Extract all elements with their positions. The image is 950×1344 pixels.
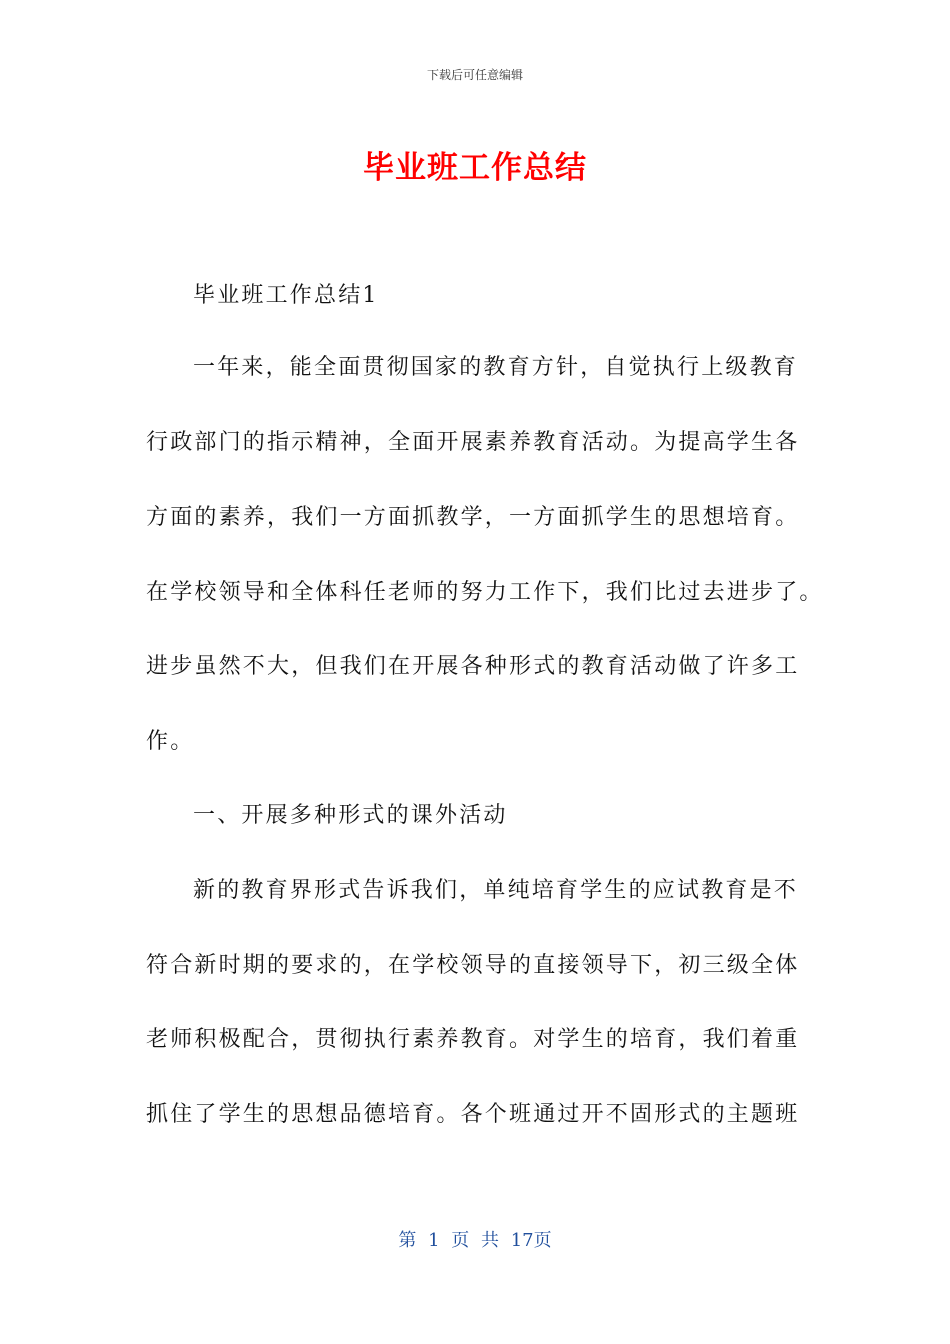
paragraph-line: 一年来，能全面贯彻国家的教育方针，自觉执行上级教育: [193, 355, 799, 380]
paragraph-line: 符合新时期的要求的，在学校领导的直接领导下，初三级全体: [146, 953, 800, 978]
header-note: 下载后可任意编辑: [426, 68, 523, 82]
document-title: 毕业班工作总结: [363, 150, 587, 186]
paragraph-line: 新的教育界形式告诉我们，单纯培育学生的应试教育是不: [193, 878, 799, 903]
paragraph-line: 抓住了学生的思想品德培育。各个班通过开不固形式的主题班: [146, 1102, 800, 1127]
paragraph-line: 老师积极配合，贯彻执行素养教育。对学生的培育，我们着重: [146, 1027, 800, 1052]
section-heading: 毕业班工作总结1: [193, 283, 379, 308]
paragraph-line: 方面的素养，我们一方面抓教学，一方面抓学生的思想培育。: [146, 505, 800, 530]
page-number: 第 1 页 共 17页: [398, 1230, 552, 1251]
section-heading: 一、开展多种形式的课外活动: [193, 803, 508, 828]
paragraph-line: 进步虽然不大，但我们在开展各种形式的教育活动做了许多工: [146, 654, 800, 679]
paragraph-line: 行政部门的指示精神，全面开展素养教育活动。为提高学生各: [146, 430, 800, 455]
paragraph-line: 在学校领导和全体科任老师的努力工作下，我们比过去进步了。: [146, 580, 824, 605]
paragraph-line: 作。: [146, 729, 195, 754]
